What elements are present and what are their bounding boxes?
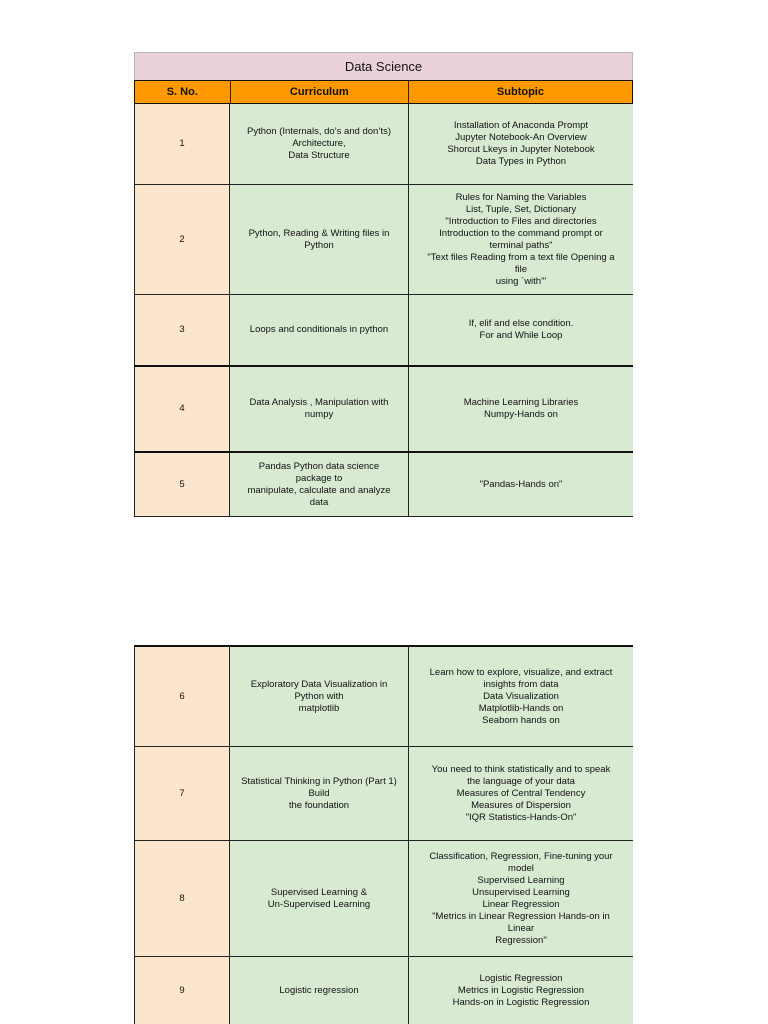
- row-subtopic: Machine Learning Libraries Numpy-Hands on: [408, 367, 633, 451]
- row-sno: 4: [134, 367, 229, 451]
- row-subtopic: Classification, Regression, Fine-tuning your model Supervised Learning Unsupervised Learning Linear Regression "Metrics in Linear Regression Hands-on in Linear Regression": [408, 841, 633, 956]
- row-curriculum: Loops and conditionals in python: [229, 295, 408, 365]
- row-subtopic: Logistic Regression Metrics in Logistic Regression Hands-on in Logistic Regression: [408, 957, 633, 1024]
- table-row: [134, 185, 633, 295]
- table-header-row: [134, 80, 633, 104]
- row-subtopic: Rules for Naming the Variables List, Tuple, Set, Dictionary "Introduction to Files and directories Introduction to the command prompt or terminal paths" "Text files Reading from a text file Opening a file using `with'": [408, 185, 633, 294]
- row-curriculum: Data Analysis , Manipulation with numpy: [229, 367, 408, 451]
- header-sno: S. No.: [166, 86, 198, 98]
- row-sno: 9: [134, 957, 229, 1024]
- row-curriculum: Statistical Thinking in Python (Part 1) Build the foundation: [229, 747, 408, 840]
- row-sno: 7: [134, 747, 229, 840]
- row-subtopic: You need to think statistically and to speak the language of your data Measures of Central Tendency Measures of Dispersion "IQR Statistics-Hands-On": [408, 747, 633, 840]
- row-curriculum: Python (Internals, do’s and don’ts) Architecture, Data Structure: [229, 104, 408, 184]
- row-curriculum: Exploratory Data Visualization in Python with matplotlib: [229, 647, 408, 746]
- row-curriculum: Supervised Learning & Un-Supervised Learning: [229, 841, 408, 956]
- row-sno: 1: [134, 104, 229, 184]
- header-curriculum: Curriculum: [230, 81, 408, 103]
- row-sno: 5: [134, 453, 229, 516]
- curriculum-table-1: [134, 52, 633, 517]
- row-subtopic: Installation of Anaconda Prompt Jupyter Notebook-An Overview Shorcut Lkeys in Jupyter Notebook Data Types in Python: [408, 104, 633, 184]
- table-row: [134, 841, 633, 957]
- row-subtopic: Learn how to explore, visualize, and extract insights from data Data Visualization Matplotlib-Hands on Seaborn hands on: [408, 647, 633, 746]
- table-row: [134, 453, 633, 517]
- row-sno: 8: [134, 841, 229, 956]
- row-curriculum: Logistic regression: [229, 957, 408, 1024]
- row-sno: 6: [134, 647, 229, 746]
- table-row: [134, 747, 633, 841]
- row-sno: 2: [134, 185, 229, 294]
- header-subtopic: Subtopic: [408, 81, 632, 103]
- table-title: Data Science: [134, 52, 633, 80]
- row-curriculum: Python, Reading & Writing files in Python: [229, 185, 408, 294]
- curriculum-table-2: [134, 645, 633, 1024]
- table-row: [134, 295, 633, 367]
- table-row: [134, 647, 633, 747]
- table-row: [134, 104, 633, 185]
- table-row: [134, 367, 633, 453]
- row-subtopic: If, elif and else condition. For and While Loop: [408, 295, 633, 365]
- row-curriculum: Pandas Python data science package to manipulate, calculate and analyze data: [229, 453, 408, 516]
- table-row: [134, 957, 633, 1024]
- row-subtopic: "Pandas-Hands on": [408, 453, 633, 516]
- row-sno: 3: [134, 295, 229, 365]
